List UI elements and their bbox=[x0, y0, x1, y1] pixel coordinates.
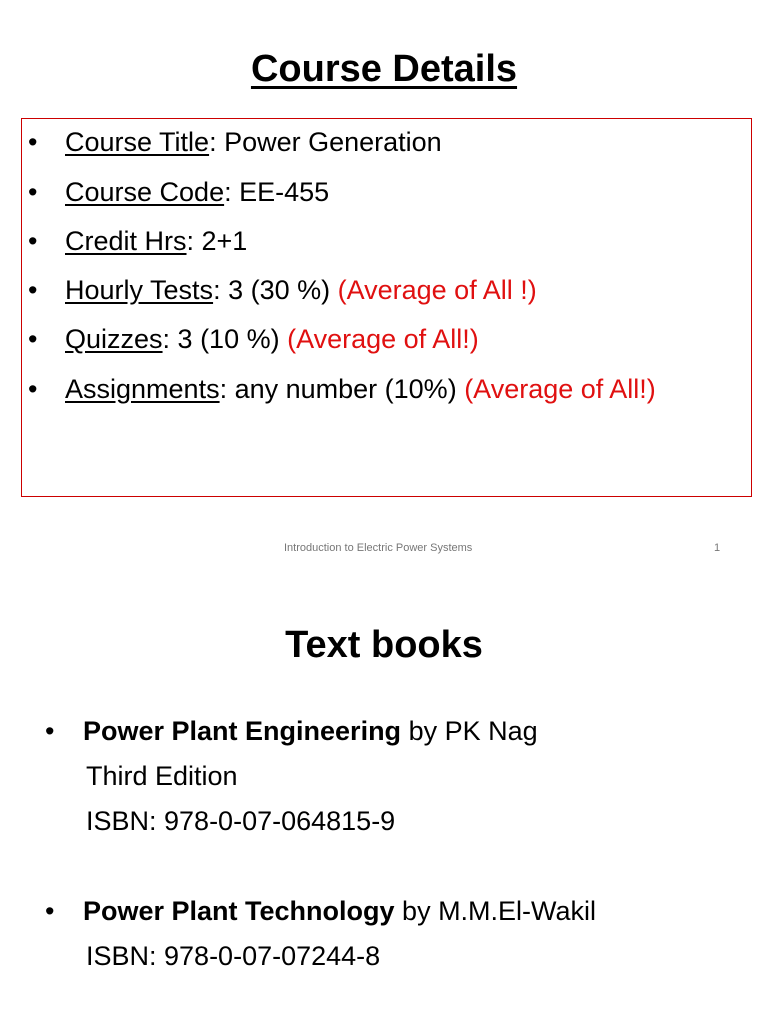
page-number: 1 bbox=[714, 542, 721, 554]
book-edition: Third Edition bbox=[86, 761, 238, 791]
page-title: Course Details bbox=[250, 48, 518, 90]
item-label: Quizzes bbox=[65, 324, 163, 354]
item-note: (Average of All !) bbox=[337, 275, 537, 305]
book-title: Power Plant Technology bbox=[83, 896, 395, 926]
bullet-icon: • bbox=[28, 127, 38, 157]
bullet-icon: • bbox=[45, 896, 55, 926]
book-title-line bbox=[83, 895, 596, 927]
book-title: Power Plant Engineering bbox=[83, 716, 402, 746]
item-value: : any number (10%) bbox=[219, 374, 465, 404]
book-title-line bbox=[83, 715, 538, 747]
course-details-box bbox=[21, 118, 752, 497]
book-author: by PK Nag bbox=[401, 716, 538, 746]
book-isbn: ISBN: 978-0-07-064815-9 bbox=[86, 806, 396, 836]
item-label: Hourly Tests bbox=[65, 275, 214, 305]
item-label: Assignments bbox=[65, 374, 220, 404]
item-label: Course Code bbox=[65, 177, 225, 207]
bullet-icon: • bbox=[45, 716, 55, 746]
item-value: : EE-455 bbox=[224, 177, 330, 207]
slide-footer: Introduction to Electric Power Systems bbox=[284, 542, 473, 554]
book-author: by M.M.El-Wakil bbox=[394, 896, 597, 926]
item-value: : 3 (10 %) bbox=[162, 324, 288, 354]
item-label: Course Title bbox=[65, 127, 210, 157]
bullet-icon: • bbox=[28, 374, 38, 404]
item-value: : 2+1 bbox=[186, 226, 248, 256]
bullet-icon: • bbox=[28, 275, 38, 305]
item-label: Credit Hrs bbox=[65, 226, 187, 256]
item-value: : Power Generation bbox=[209, 127, 442, 157]
bullet-icon: • bbox=[28, 177, 38, 207]
item-note: (Average of All!) bbox=[464, 374, 656, 404]
book-isbn: ISBN: 978-0-07-07244-8 bbox=[86, 941, 381, 971]
bullet-icon: • bbox=[28, 324, 38, 354]
item-value: : 3 (30 %) bbox=[213, 275, 338, 305]
item-note: (Average of All!) bbox=[287, 324, 479, 354]
section-title: Text books bbox=[285, 624, 483, 666]
bullet-icon: • bbox=[28, 226, 38, 256]
